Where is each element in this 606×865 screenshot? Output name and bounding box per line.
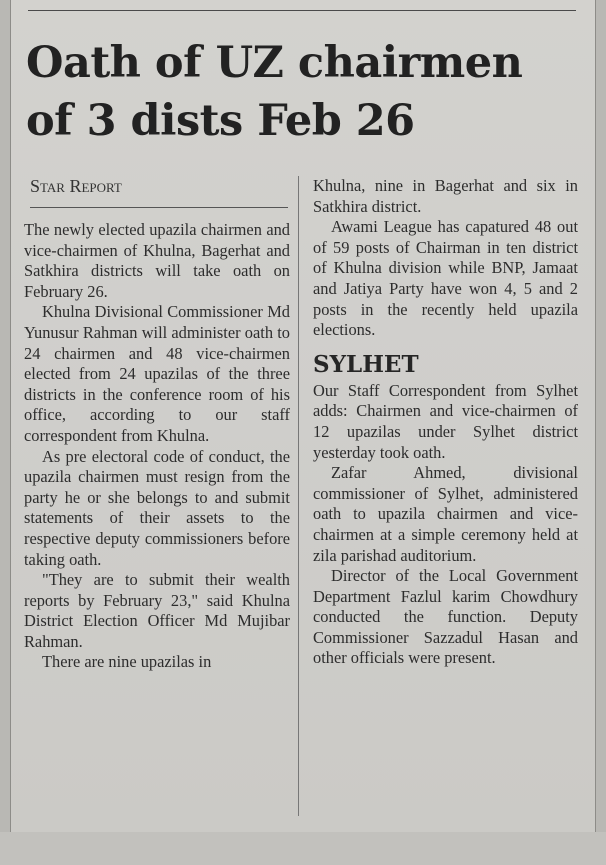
paragraph: Zafar Ahmed, divisional commissioner of Sylhet, administered oath to upazila chairmen and vice-chairmen at a simple ceremony held at zila parishad auditorium. (313, 463, 578, 565)
headline (26, 34, 586, 150)
headline-line-1: Oath of UZ chairmen (26, 38, 523, 88)
paragraph: Khulna, nine in Bagerhat and six in Satkhira district. (313, 176, 578, 216)
column-divider (298, 176, 299, 816)
headline-line-2: of 3 dists Feb 26 (26, 96, 415, 146)
right-column (313, 176, 578, 669)
paragraph: Director of the Local Government Department Fazlul karim Chowdhury conducted the function. Deputy Commissioner Sazzadul Hasan and other officials were present. (313, 566, 578, 668)
paragraph: Our Staff Correspondent from Sylhet adds: Chairmen and vice-chairmen of 12 upazilas under Sylhet district yesterday took oath. (313, 380, 578, 462)
byline: Star Report (30, 176, 288, 208)
left-column (24, 220, 290, 673)
paragraph: Khulna Divisional Commissioner Md Yunusur Rahman will administer oath to 24 chairmen and 48 vice-chairmen elected from 24 upazilas of the three districts in the conference room of his office, according to our staff correspondent from Khulna. (24, 302, 290, 445)
top-rule (28, 10, 576, 11)
page-bottom-margin (0, 832, 606, 865)
paragraph: "They are to submit their wealth reports by February 23," said Khulna District Election Officer Md Mujibar Rahman. (24, 570, 290, 651)
paragraph: The newly elected upazila chairmen and vice-chairmen of Khulna, Bagerhat and Satkhira districts will take oath on February 26. (24, 220, 290, 301)
section-subhead: SYLHET (313, 350, 419, 378)
paragraph: As pre electoral code of conduct, the upazila chairmen must resign from the party he or she belongs to and submit statements of their assets to the respective deputy commissioners before taking oath. (24, 446, 290, 569)
paragraph: There are nine upazilas in (42, 652, 212, 672)
paragraph: Awami League has capatured 48 out of 59 posts of Chairman in ten district of Khulna division while BNP, Jamaat and Jatiya Party have won 4, 5 and 2 posts in the recently held upazila elections. (313, 217, 578, 340)
